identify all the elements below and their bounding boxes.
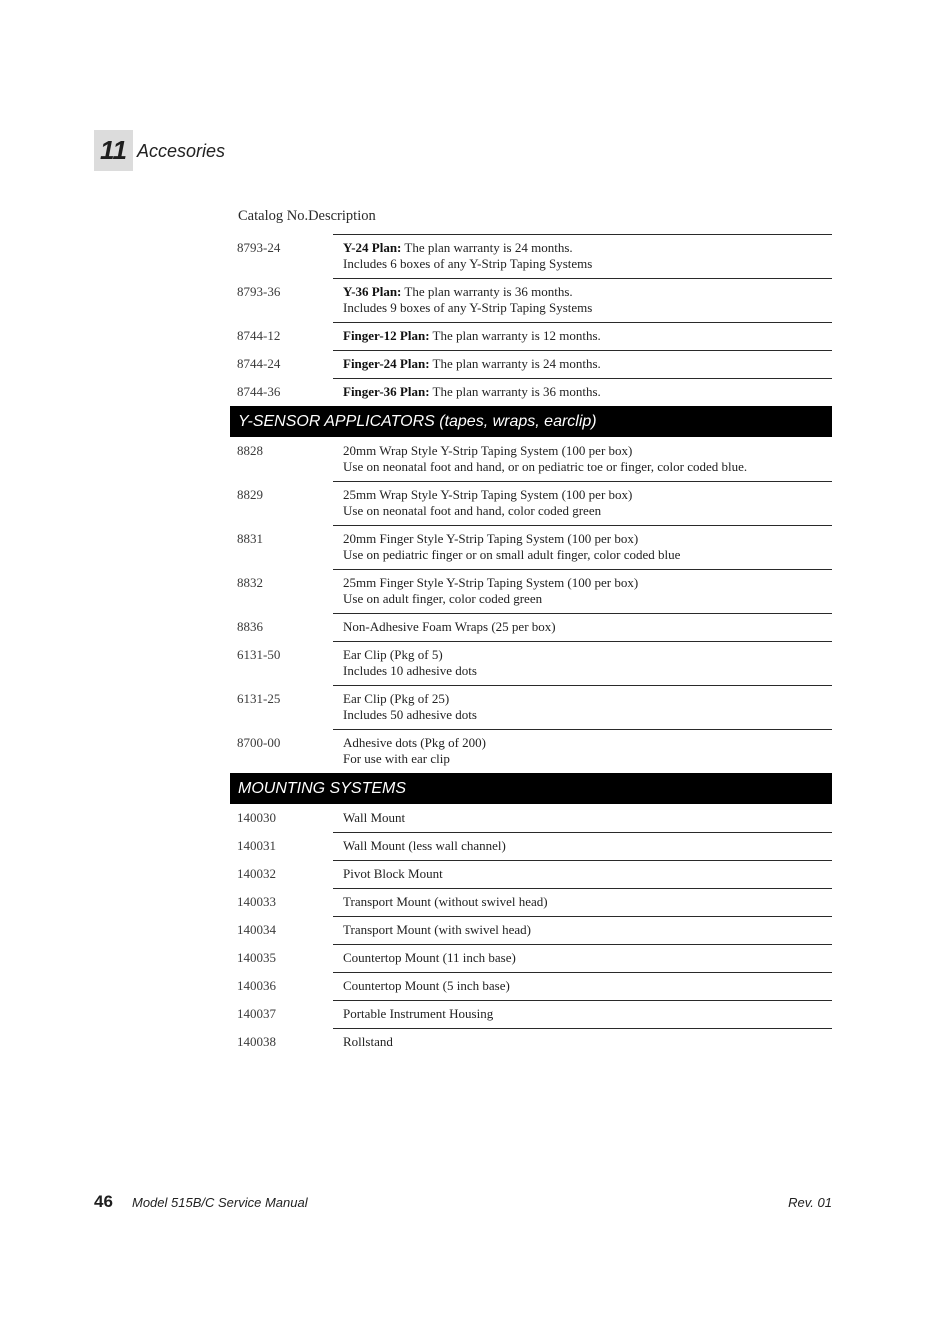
- table-row: [230, 832, 832, 860]
- description-note: For use with ear clip: [343, 751, 450, 766]
- table-row: [230, 888, 832, 916]
- description-note: Use on neonatal foot and hand, color coded green: [343, 503, 602, 518]
- description: [333, 832, 832, 860]
- description-note: Use on adult finger, color coded green: [343, 591, 543, 606]
- description-title: 25mm Wrap Style Y-Strip Taping System (100 per box): [343, 487, 633, 502]
- description-title: Rollstand: [343, 1034, 393, 1049]
- chapter-title: Accesories: [137, 141, 226, 161]
- description: [333, 860, 832, 888]
- description-title: Transport Mount (without swivel head): [343, 894, 548, 909]
- description: [333, 888, 832, 916]
- catalog-number: 8793-36: [237, 284, 281, 299]
- catalog-table: [230, 200, 832, 1056]
- section-heading-y-sensor-applicators: Y-SENSOR APPLICATORS (tapes, wraps, earclip): [230, 406, 832, 437]
- description-line: [343, 356, 832, 372]
- plan-warranty: The plan warranty is 24 months.: [404, 240, 573, 255]
- plan-name: Finger-12 Plan:: [343, 328, 430, 343]
- description-title: Ear Clip (Pkg of 25): [343, 691, 450, 706]
- table-row: [230, 685, 832, 729]
- table-row: [230, 569, 832, 613]
- description: [333, 525, 832, 569]
- catalog-number: 8831: [237, 531, 263, 546]
- description-title: Countertop Mount (5 inch base): [343, 978, 510, 993]
- catalog-number: 8828: [237, 443, 263, 458]
- description-title: Portable Instrument Housing: [343, 1006, 494, 1021]
- description: [333, 944, 832, 972]
- description: [333, 437, 832, 481]
- description-line: [343, 240, 832, 256]
- description: [333, 569, 832, 613]
- description: [333, 804, 832, 832]
- description-title: Non-Adhesive Foam Wraps (25 per box): [343, 619, 556, 634]
- table-row: [230, 525, 832, 569]
- description: [333, 378, 832, 406]
- description: [333, 350, 832, 378]
- description: [333, 916, 832, 944]
- description-title: Countertop Mount (11 inch base): [343, 950, 516, 965]
- table-row: [230, 641, 832, 685]
- description-title: Wall Mount (less wall channel): [343, 838, 506, 853]
- catalog-number: 8744-12: [237, 328, 281, 343]
- description: [333, 322, 832, 350]
- catalog-number: 8836: [237, 619, 263, 634]
- description-line: [343, 328, 832, 344]
- table-row: [230, 916, 832, 944]
- description: [333, 1000, 832, 1028]
- catalog-number: 140032: [237, 866, 276, 881]
- description-title: Transport Mount (with swivel head): [343, 922, 532, 937]
- catalog-number: 140036: [237, 978, 276, 993]
- section-heading-mounting-systems: MOUNTING SYSTEMS: [230, 773, 832, 804]
- catalog-number: 140037: [237, 1006, 276, 1021]
- description-note: Use on neonatal foot and hand, or on pediatric toe or finger, color coded blue.: [343, 459, 748, 474]
- table-row: [230, 234, 832, 278]
- description-title: Pivot Block Mount: [343, 866, 443, 881]
- description: [333, 481, 832, 525]
- description: [333, 972, 832, 1000]
- table-row: [230, 350, 832, 378]
- catalog-number: 8832: [237, 575, 263, 590]
- table-row: [230, 322, 832, 350]
- description: [333, 613, 832, 641]
- description-note: Includes 50 adhesive dots: [343, 707, 477, 722]
- description-note: Includes 10 adhesive dots: [343, 663, 477, 678]
- page-number: 46: [94, 1192, 113, 1211]
- table-row: [230, 860, 832, 888]
- catalog-number: 6131-50: [237, 647, 281, 662]
- catalog-number: 8744-36: [237, 384, 281, 399]
- table-row: [230, 437, 832, 481]
- manual-title: Model 515B/C Service Manual: [132, 1195, 308, 1210]
- catalog-number: 140033: [237, 894, 276, 909]
- description: [333, 729, 832, 773]
- catalog-number: 6131-25: [237, 691, 281, 706]
- plan-name: Finger-36 Plan:: [343, 384, 430, 399]
- table-row: [230, 1000, 832, 1028]
- table-row: [230, 278, 832, 322]
- catalog-number: 8793-24: [237, 240, 281, 255]
- plan-warranty: The plan warranty is 36 months.: [432, 384, 601, 399]
- description: [333, 641, 832, 685]
- description: [333, 234, 832, 278]
- description-line: [343, 384, 832, 400]
- catalog-number: 140031: [237, 838, 276, 853]
- catalog-number: 8744-24: [237, 356, 281, 371]
- plan-name: Y-36 Plan:: [343, 284, 402, 299]
- revision-label: Rev. 01: [788, 1195, 832, 1210]
- plan-name: Y-24 Plan:: [343, 240, 402, 255]
- description-title: Wall Mount: [343, 810, 406, 825]
- description-line: [343, 284, 832, 300]
- catalog-number: 140038: [237, 1034, 276, 1049]
- description-detail: Includes 9 boxes of any Y-Strip Taping Systems: [343, 300, 593, 315]
- table-row: [230, 944, 832, 972]
- table-row: [230, 1028, 832, 1056]
- catalog-number: 8829: [237, 487, 263, 502]
- chapter-number-box: 11: [94, 130, 133, 171]
- description-title: Adhesive dots (Pkg of 200): [343, 735, 486, 750]
- catalog-number: 140034: [237, 922, 276, 937]
- description: [333, 685, 832, 729]
- catalog-number: 140030: [237, 810, 276, 825]
- table-row: [230, 972, 832, 1000]
- description-title: 20mm Finger Style Y-Strip Taping System (100 per box): [343, 531, 639, 546]
- plan-warranty: The plan warranty is 36 months.: [404, 284, 573, 299]
- plan-warranty: The plan warranty is 24 months.: [432, 356, 601, 371]
- plan-warranty: The plan warranty is 12 months.: [432, 328, 601, 343]
- description-detail: Includes 6 boxes of any Y-Strip Taping Systems: [343, 256, 593, 271]
- table-row: [230, 378, 832, 406]
- description: [333, 1028, 832, 1056]
- catalog-number: 8700-00: [237, 735, 281, 750]
- catalog-number: 140035: [237, 950, 276, 965]
- table-row: [230, 804, 832, 832]
- description-title: Ear Clip (Pkg of 5): [343, 647, 443, 662]
- description-note: Use on pediatric finger or on small adult finger, color coded blue: [343, 547, 681, 562]
- description-title: 20mm Wrap Style Y-Strip Taping System (100 per box): [343, 443, 633, 458]
- description: [333, 278, 832, 322]
- table-row: [230, 481, 832, 525]
- table-header: Catalog No.Description: [238, 208, 376, 224]
- description-title: 25mm Finger Style Y-Strip Taping System (100 per box): [343, 575, 639, 590]
- table-row: [230, 729, 832, 773]
- table-row: [230, 613, 832, 641]
- plan-name: Finger-24 Plan:: [343, 356, 430, 371]
